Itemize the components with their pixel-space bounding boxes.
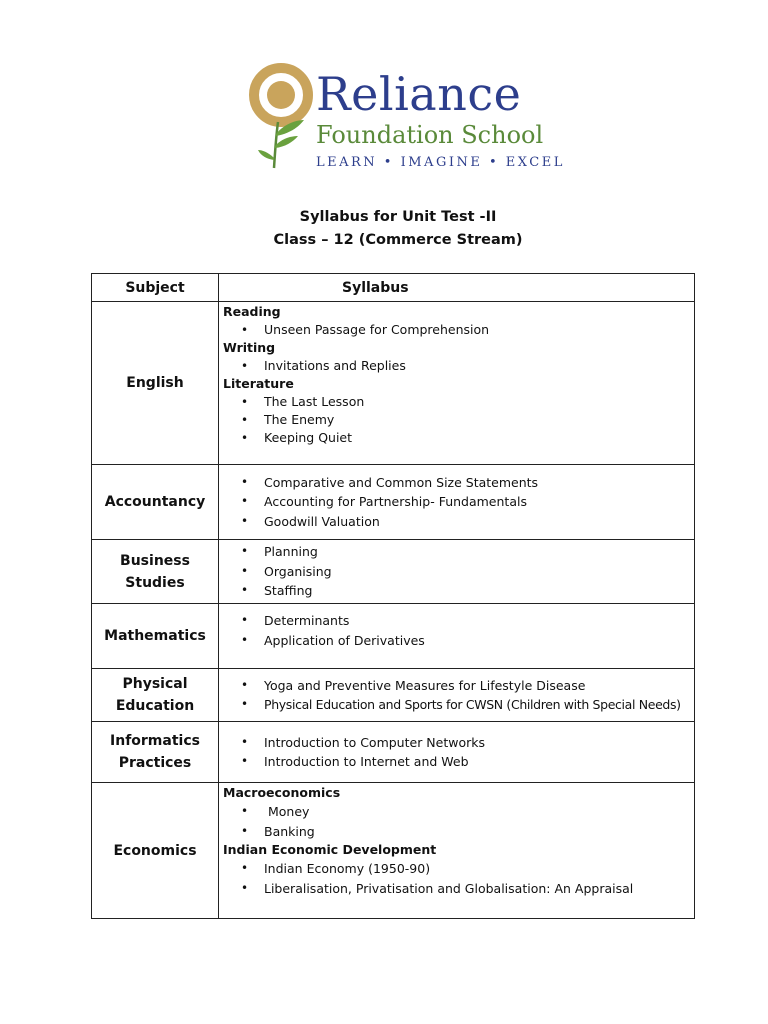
section-heading: Writing [223, 340, 276, 355]
subject-label: Economics [113, 842, 197, 859]
syllabus-cell [219, 783, 695, 919]
syllabus-cell [219, 302, 695, 465]
syllabus-table [91, 273, 695, 919]
list-item: • Planning [223, 542, 694, 562]
syllabus-cell [219, 465, 695, 540]
school-logo [248, 60, 565, 176]
table-row-accountancy [92, 465, 695, 540]
list-item: • Goodwill Valuation [223, 512, 694, 532]
topic-list [223, 321, 694, 339]
topic-list [223, 393, 694, 447]
topic-list [223, 357, 694, 375]
list-item: • The Enemy [223, 411, 694, 429]
list-item: • Staffing [223, 581, 694, 601]
subject-accountancy [92, 465, 219, 540]
page-subtitle: Class – 12 (Commerce Stream) [273, 232, 523, 248]
syllabus-cell [219, 540, 695, 604]
list-item: • Introduction to Internet and Web [223, 752, 694, 772]
section-heading: Literature [223, 376, 294, 391]
subject-label: Practices [118, 755, 192, 771]
subject-label: Informatics [110, 733, 200, 749]
list-item: • The Last Lesson [223, 393, 694, 411]
topic-list [223, 733, 694, 772]
list-item: • Liberalisation, Privatisation and Globalisation: An Appraisal [223, 879, 694, 899]
table-row-english [92, 302, 695, 465]
reliance-emblem-icon [248, 62, 318, 172]
topic-list [223, 473, 694, 532]
subject-label: Education [115, 698, 195, 714]
list-item: • Yoga and Preventive Measures for Lifestyle Disease [223, 676, 694, 696]
section-heading: Reading [223, 304, 281, 319]
subject-label: Physical [122, 676, 188, 692]
subject-label: Mathematics [104, 628, 206, 644]
list-item: • Money [223, 802, 694, 822]
subject-label: Business [120, 552, 190, 569]
table-row-informatics-practices [92, 722, 695, 783]
subject-business-studies [92, 540, 219, 604]
section-heading: Macroeconomics [223, 785, 341, 800]
list-item: • Banking [223, 822, 694, 842]
page-title: Syllabus for Unit Test -II [299, 209, 497, 225]
table-header-row [92, 274, 695, 302]
list-item: • Indian Economy (1950-90) [223, 859, 694, 879]
subject-label: Accountancy [104, 494, 206, 510]
list-item: • Accounting for Partnership- Fundamentals [223, 492, 694, 512]
list-item: • Invitations and Replies [223, 357, 694, 375]
topic-list [223, 802, 694, 841]
topic-list [223, 611, 694, 650]
list-item: • Determinants [223, 611, 694, 631]
topic-list [223, 859, 694, 898]
list-item: • Application of Derivatives [223, 631, 694, 651]
header-syllabus: Syllabus [219, 274, 695, 302]
list-item: • Physical Education and Sports for CWSN (Children with Special Needs) [223, 695, 694, 715]
table-row-business-studies [92, 540, 695, 604]
subject-english [92, 302, 219, 465]
list-item: • Organising [223, 562, 694, 582]
subject-physical-education [92, 669, 219, 722]
syllabus-cell [219, 722, 695, 783]
list-item: • Introduction to Computer Networks [223, 733, 694, 753]
syllabus-cell [219, 604, 695, 669]
subject-economics [92, 783, 219, 919]
subject-label: Studies [125, 574, 185, 591]
table-row-physical-education [92, 669, 695, 722]
topic-list [223, 676, 694, 715]
table-row-mathematics [92, 604, 695, 669]
subject-informatics-practices [92, 722, 219, 783]
subject-mathematics [92, 604, 219, 669]
logo-subtitle: Foundation School [316, 121, 544, 149]
subject-label: English [126, 375, 184, 391]
section-heading: Indian Economic Development [223, 842, 437, 857]
table-row-economics [92, 783, 695, 919]
syllabus-cell [219, 669, 695, 722]
logo-name: Reliance [316, 67, 522, 121]
header-subject: Subject [92, 274, 219, 302]
topic-list [223, 542, 694, 601]
list-item: • Comparative and Common Size Statements [223, 473, 694, 493]
list-item: • Unseen Passage for Comprehension [223, 321, 694, 339]
list-item: • Keeping Quiet [223, 429, 694, 447]
logo-tagline: LEARN • IMAGINE • EXCEL [316, 155, 565, 170]
